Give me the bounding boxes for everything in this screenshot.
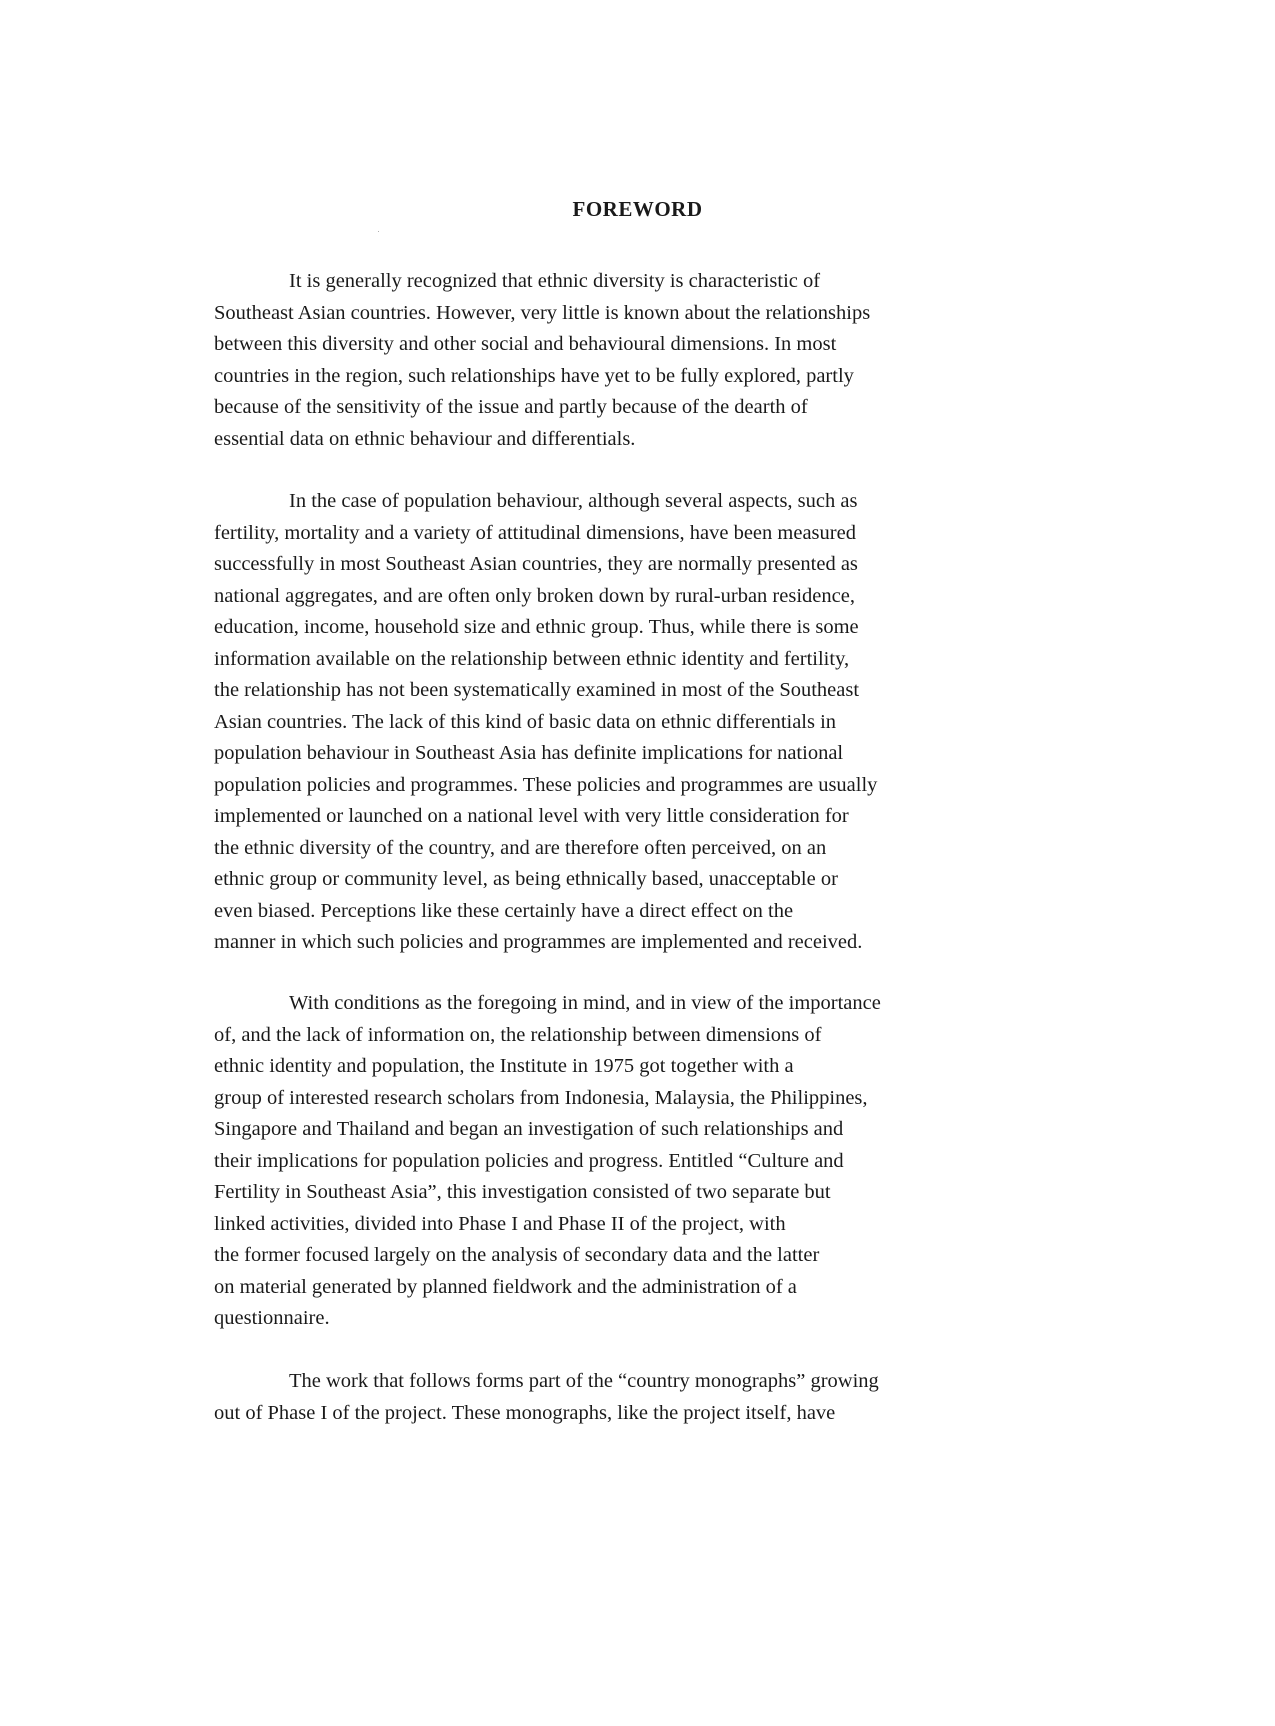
text-line: Southeast Asian countries. However, very little is known about the relationships <box>214 301 871 324</box>
text-line: out of Phase I of the project. These monographs, like the project itself, have <box>214 1401 836 1424</box>
text-line: the ethnic diversity of the country, and are therefore often perceived, on an <box>214 836 827 859</box>
text-line: population behaviour in Southeast Asia has definite implications for national <box>214 742 844 764</box>
text-line: ethnic group or community level, as being ethnically based, unacceptable or <box>214 868 838 890</box>
paragraph-2 <box>214 486 1094 959</box>
text-line: of, and the lack of information on, the relationship between dimensions of <box>214 1023 822 1046</box>
text-line: information available on the relationship between ethnic identity and fertility, <box>214 647 850 670</box>
text-line: Fertility in Southeast Asia”, this investigation consisted of two separate but <box>214 1181 831 1203</box>
text-line: In the case of population behaviour, although several aspects, such as <box>289 490 858 512</box>
text-line: implemented or launched on a national level with very little consideration for <box>214 805 849 827</box>
paragraph-3 <box>214 988 1094 1335</box>
text-line: questionnaire. <box>214 1307 330 1329</box>
text-line: It is generally recognized that ethnic diversity is characteristic of <box>289 270 821 292</box>
paragraph-4 <box>214 1366 1094 1429</box>
paragraph-1 <box>214 266 1094 455</box>
text-line: The work that follows forms part of the “country monographs” growing <box>289 1370 879 1392</box>
text-line: linked activities, divided into Phase I and Phase II of the project, with <box>214 1212 786 1235</box>
text-line: Singapore and Thailand and began an investigation of such relationships and <box>214 1118 844 1140</box>
text-line: group of interested research scholars from Indonesia, Malaysia, the Philippines, <box>214 1086 868 1109</box>
text-line: education, income, household size and ethnic group. Thus, while there is some <box>214 616 859 638</box>
text-line: the former focused largely on the analysis of secondary data and the latter <box>214 1244 820 1266</box>
text-line: manner in which such policies and programmes are implemented and received. <box>214 931 863 953</box>
text-line: between this diversity and other social and behavioural dimensions. In most <box>214 333 837 355</box>
text-line: population policies and programmes. These policies and programmes are usually <box>214 773 878 796</box>
text-line: on material generated by planned fieldwork and the administration of a <box>214 1275 797 1298</box>
page-title: FOREWORD <box>572 197 703 221</box>
text-line: Asian countries. The lack of this kind of basic data on ethnic differentials in <box>214 710 837 733</box>
text-line: successfully in most Southeast Asian countries, they are normally presented as <box>214 553 858 575</box>
text-line: essential data on ethnic behaviour and differentials. <box>214 427 636 450</box>
text-line: ethnic identity and population, the Institute in 1975 got together with a <box>214 1055 794 1077</box>
text-line: countries in the region, such relationships have yet to be fully explored, partly <box>214 364 854 387</box>
text-line: even biased. Perceptions like these certainly have a direct effect on the <box>214 899 794 922</box>
text-line: With conditions as the foregoing in mind, and in view of the importance <box>289 992 881 1014</box>
text-line: the relationship has not been systematically examined in most of the Southeast <box>214 679 860 701</box>
text-line: fertility, mortality and a variety of attitudinal dimensions, have been measured <box>214 521 856 544</box>
text-line: their implications for population policies and progress. Entitled “Culture and <box>214 1149 844 1172</box>
scan-speck <box>378 231 379 232</box>
text-line: national aggregates, and are often only broken down by rural-urban residence, <box>214 584 855 607</box>
text-line: because of the sensitivity of the issue and partly because of the dearth of <box>214 396 808 418</box>
